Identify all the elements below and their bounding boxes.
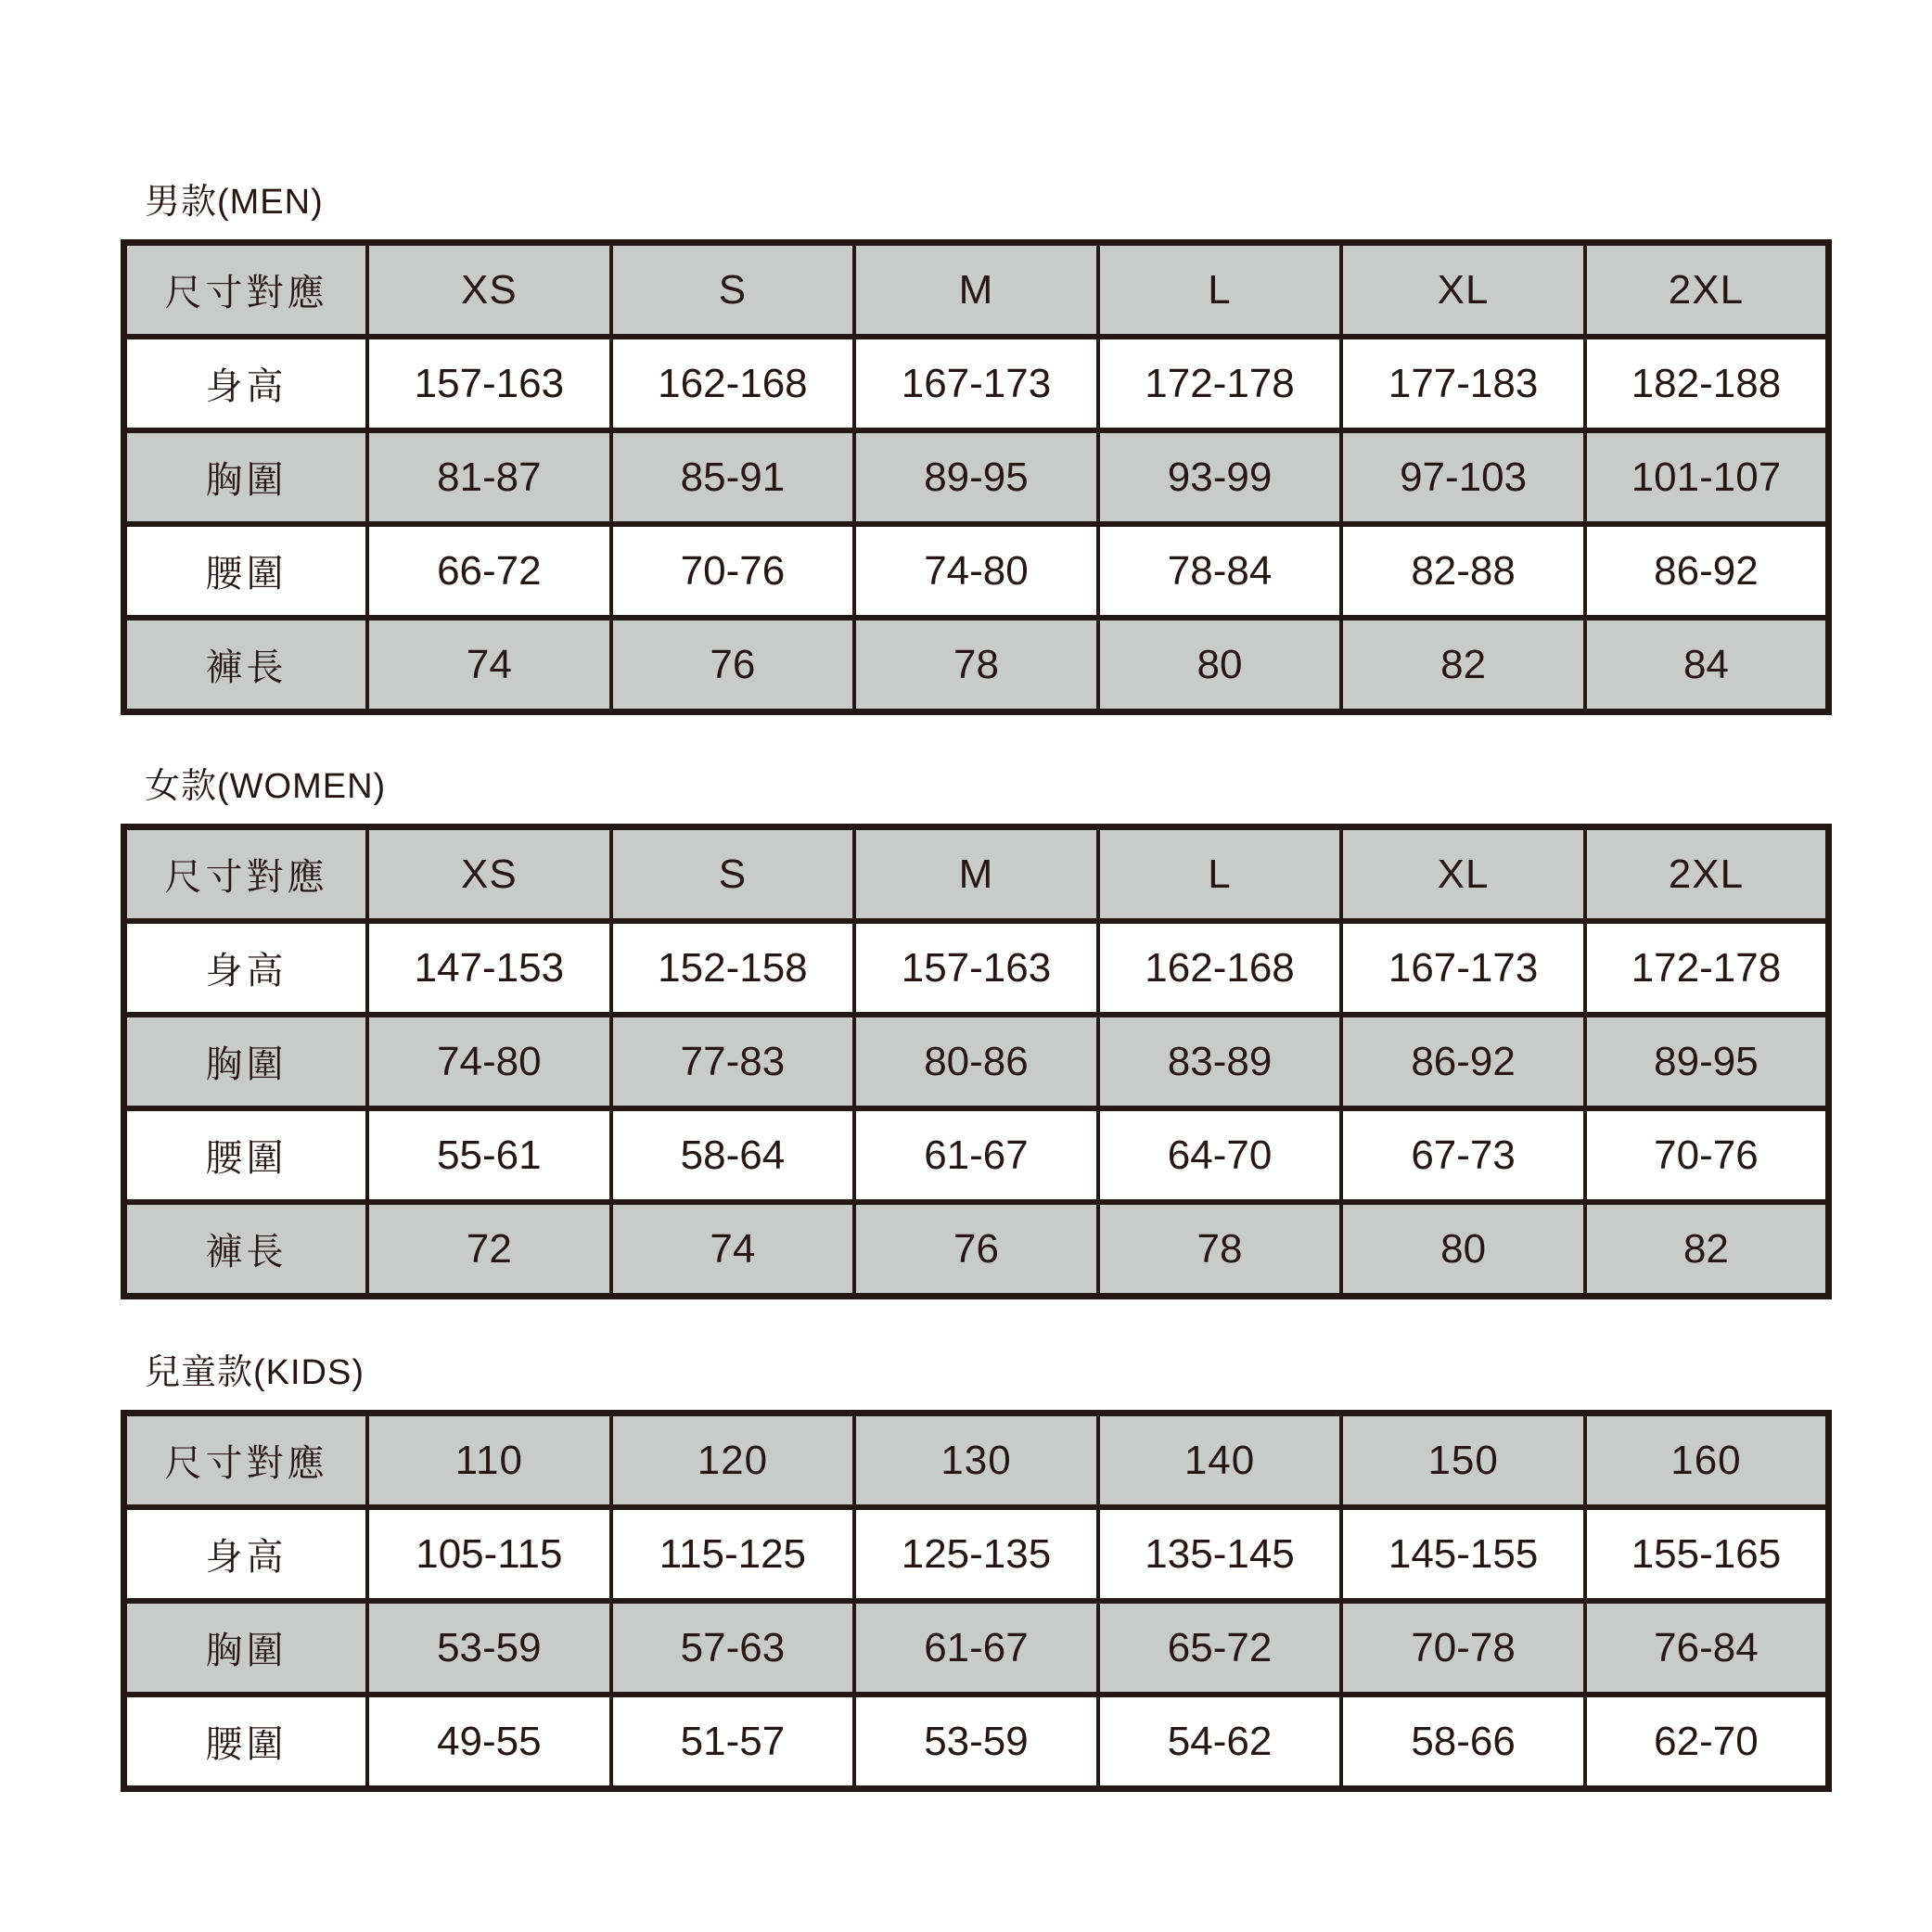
measurement-value-cell: 54-62 [1098,1695,1342,1789]
measurement-row [124,1108,1829,1202]
measurement-value-cell: 105-115 [367,1507,611,1601]
measurement-value-cell: 70-76 [1585,1108,1829,1202]
measurement-value-cell: 58-66 [1341,1695,1585,1789]
measurement-value-cell: 80 [1098,618,1342,712]
size-label-header-cell: 尺寸對應 [124,1414,368,1508]
size-column-header-cell: 130 [854,1414,1098,1508]
measurement-value-cell: 74 [611,1202,855,1297]
size-chart-section-women [121,766,1832,1299]
measurement-value-cell: 82-88 [1341,524,1585,618]
measurement-value-cell: 162-168 [611,337,855,430]
measurement-value-cell: 177-183 [1341,337,1585,430]
measurement-value-cell: 76-84 [1585,1601,1829,1695]
measurement-row [124,1015,1829,1108]
measurement-row [124,337,1829,430]
size-column-header-cell: 110 [367,1414,611,1508]
measurement-value-cell: 125-135 [854,1507,1098,1601]
size-column-header-cell: S [611,827,855,922]
size-column-header-cell: M [854,827,1098,922]
row-label-cell: 身高 [124,337,368,430]
measurement-row [124,524,1829,618]
size-header-row [124,1414,1829,1508]
measurement-value-cell: 74 [367,618,611,712]
measurement-value-cell: 167-173 [1341,921,1585,1015]
size-column-header-cell: M [854,243,1098,338]
row-label-cell: 褲長 [124,1202,368,1297]
measurement-value-cell: 97-103 [1341,430,1585,524]
measurement-row [124,430,1829,524]
measurement-value-cell: 70-78 [1341,1601,1585,1695]
measurement-value-cell: 152-158 [611,921,855,1015]
measurement-value-cell: 157-163 [367,337,611,430]
measurement-value-cell: 80 [1341,1202,1585,1297]
measurement-value-cell: 49-55 [367,1695,611,1789]
measurement-value-cell: 84 [1585,618,1829,712]
measurement-value-cell: 76 [854,1202,1098,1297]
size-column-header-cell: L [1098,827,1342,922]
measurement-value-cell: 62-70 [1585,1695,1829,1789]
measurement-value-cell: 80-86 [854,1015,1098,1108]
measurement-value-cell: 85-91 [611,430,855,524]
row-label-cell: 腰圍 [124,524,368,618]
measurement-row [124,1202,1829,1297]
measurement-value-cell: 77-83 [611,1015,855,1108]
size-label-header-cell: 尺寸對應 [124,827,368,922]
measurement-value-cell: 82 [1341,618,1585,712]
measurement-row [124,1507,1829,1601]
size-chart-section-men [121,182,1832,715]
measurement-value-cell: 51-57 [611,1695,855,1789]
measurement-row [124,1601,1829,1695]
size-column-header-cell: 160 [1585,1414,1829,1508]
measurement-value-cell: 53-59 [854,1695,1098,1789]
measurement-value-cell: 53-59 [367,1601,611,1695]
size-table-men [121,239,1832,715]
size-header-row [124,243,1829,338]
row-label-cell: 胸圍 [124,430,368,524]
row-label-cell: 身高 [124,921,368,1015]
size-column-header-cell: 120 [611,1414,855,1508]
measurement-value-cell: 145-155 [1341,1507,1585,1601]
measurement-value-cell: 172-178 [1585,921,1829,1015]
measurement-value-cell: 55-61 [367,1108,611,1202]
measurement-value-cell: 81-87 [367,430,611,524]
measurement-value-cell: 115-125 [611,1507,855,1601]
measurement-value-cell: 93-99 [1098,430,1342,524]
measurement-value-cell: 61-67 [854,1108,1098,1202]
size-label-header-cell: 尺寸對應 [124,243,368,338]
size-column-header-cell: 150 [1341,1414,1585,1508]
measurement-row [124,921,1829,1015]
measurement-row [124,1695,1829,1789]
measurement-value-cell: 86-92 [1585,524,1829,618]
measurement-value-cell: 135-145 [1098,1507,1342,1601]
measurement-value-cell: 78 [1098,1202,1342,1297]
row-label-cell: 胸圍 [124,1601,368,1695]
measurement-value-cell: 72 [367,1202,611,1297]
measurement-value-cell: 65-72 [1098,1601,1342,1695]
row-label-cell: 褲長 [124,618,368,712]
measurement-value-cell: 70-76 [611,524,855,618]
measurement-value-cell: 89-95 [854,430,1098,524]
measurement-value-cell: 67-73 [1341,1108,1585,1202]
size-column-header-cell: L [1098,243,1342,338]
measurement-value-cell: 101-107 [1585,430,1829,524]
measurement-value-cell: 182-188 [1585,337,1829,430]
measurement-value-cell: 89-95 [1585,1015,1829,1108]
section-title-women: 女款(WOMEN) [145,767,387,806]
measurement-value-cell: 157-163 [854,921,1098,1015]
size-column-header-cell: 2XL [1585,243,1829,338]
size-column-header-cell: XL [1341,243,1585,338]
measurement-value-cell: 61-67 [854,1601,1098,1695]
measurement-value-cell: 162-168 [1098,921,1342,1015]
row-label-cell: 腰圍 [124,1108,368,1202]
measurement-value-cell: 147-153 [367,921,611,1015]
size-header-row [124,827,1829,922]
measurement-value-cell: 74-80 [367,1015,611,1108]
size-table-women [121,824,1832,1299]
measurement-value-cell: 86-92 [1341,1015,1585,1108]
measurement-value-cell: 167-173 [854,337,1098,430]
size-chart-section-kids [121,1352,1832,1792]
measurement-value-cell: 58-64 [611,1108,855,1202]
size-column-header-cell: XS [367,243,611,338]
measurement-value-cell: 76 [611,618,855,712]
measurement-value-cell: 83-89 [1098,1015,1342,1108]
row-label-cell: 身高 [124,1507,368,1601]
size-column-header-cell: 2XL [1585,827,1829,922]
measurement-value-cell: 74-80 [854,524,1098,618]
measurement-value-cell: 82 [1585,1202,1829,1297]
row-label-cell: 腰圍 [124,1695,368,1789]
measurement-value-cell: 66-72 [367,524,611,618]
size-column-header-cell: XL [1341,827,1585,922]
measurement-value-cell: 172-178 [1098,337,1342,430]
measurement-value-cell: 78 [854,618,1098,712]
section-title-men: 男款(MEN) [145,183,324,222]
size-column-header-cell: XS [367,827,611,922]
size-column-header-cell: S [611,243,855,338]
measurement-value-cell: 78-84 [1098,524,1342,618]
row-label-cell: 胸圍 [124,1015,368,1108]
measurement-value-cell: 155-165 [1585,1507,1829,1601]
measurement-value-cell: 57-63 [611,1601,855,1695]
size-table-kids [121,1410,1832,1792]
measurement-value-cell: 64-70 [1098,1108,1342,1202]
size-column-header-cell: 140 [1098,1414,1342,1508]
section-title-kids: 兒童款(KIDS) [145,1353,365,1392]
measurement-row [124,618,1829,712]
